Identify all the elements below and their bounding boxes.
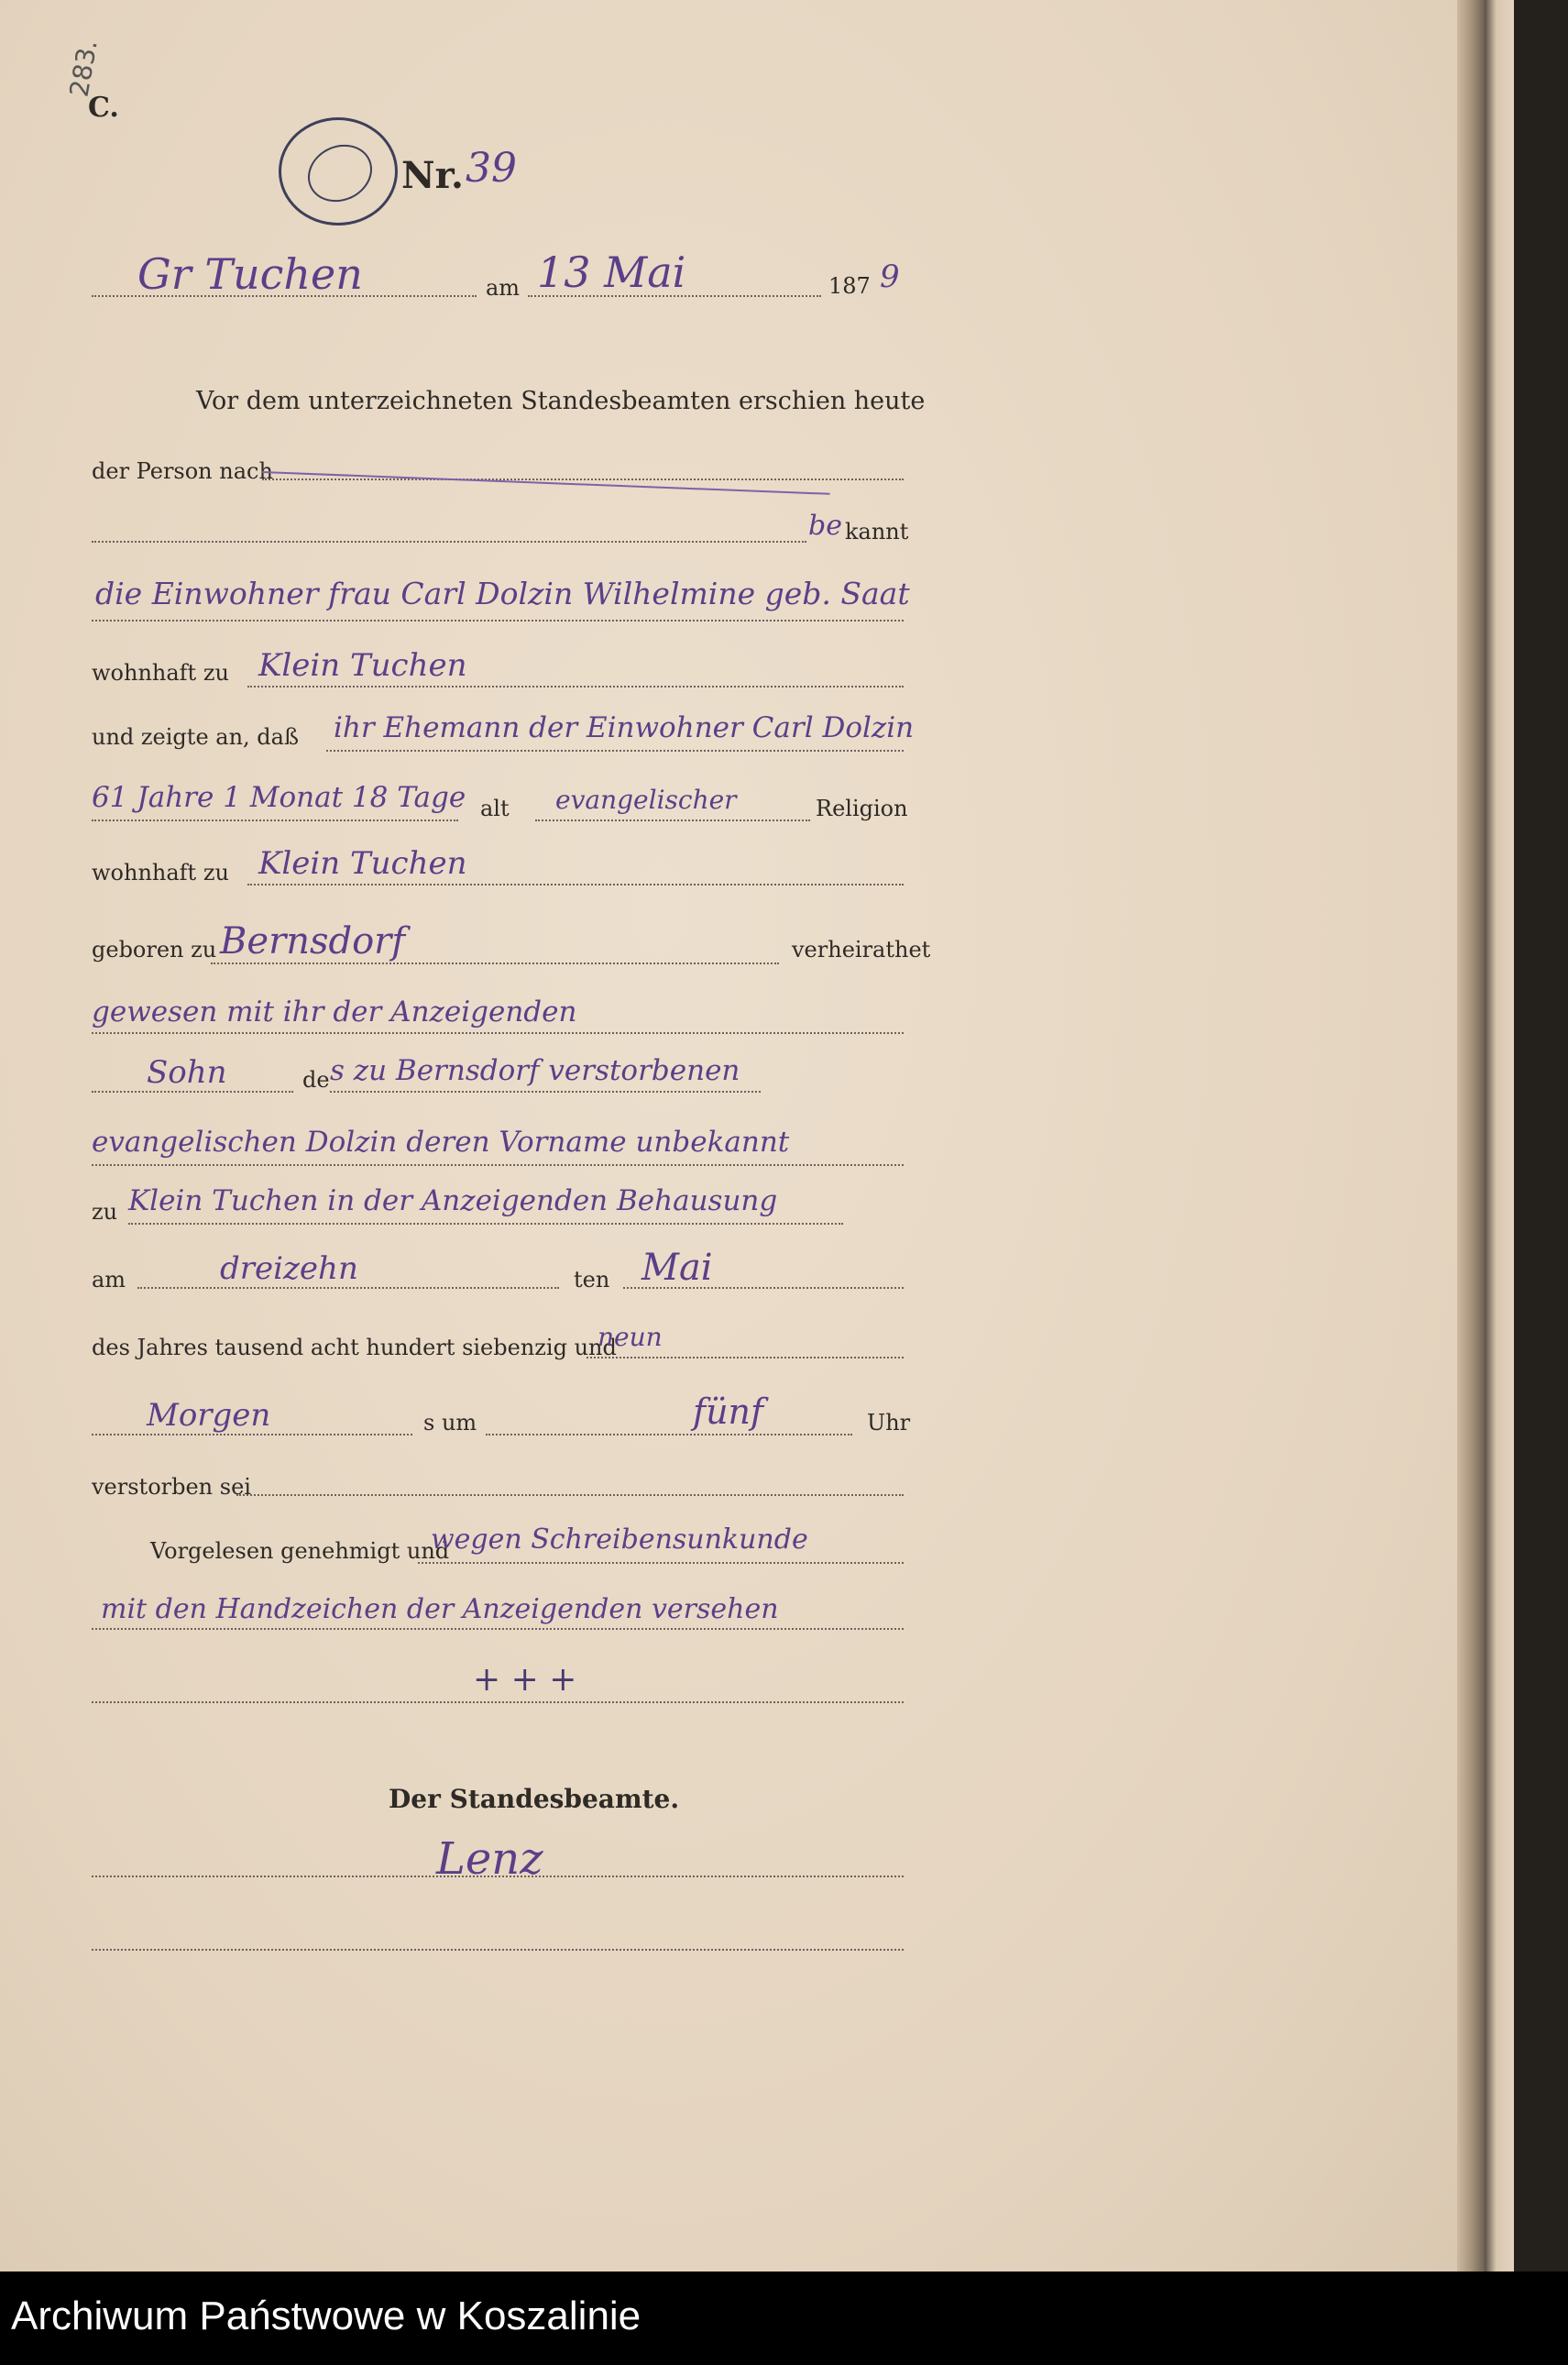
year-handwritten: 9 [880, 258, 900, 295]
death-year-word: neun [598, 1322, 663, 1352]
father-origin: s zu Bernsdorf verstorbenen [330, 1054, 740, 1087]
wohnhaft-label: wohnhaft zu [92, 660, 229, 686]
birthplace: Bernsdorf [220, 920, 406, 962]
uhr-label: Uhr [867, 1410, 911, 1436]
signoff-line-1: wegen Schreibensunkunde [431, 1524, 808, 1556]
s-um-label: s um [423, 1410, 477, 1436]
death-place: Klein Tuchen in der Anzeigenden Behausung [128, 1184, 778, 1217]
year-printed: 187 [828, 273, 871, 299]
declarant-residence: Klein Tuchen [258, 647, 467, 684]
am-label: am [486, 275, 521, 301]
death-hour: fünf [693, 1392, 764, 1432]
record-number-label: Nr. [401, 154, 464, 197]
form-letter: C. [88, 92, 119, 124]
verstorben-label: verstorben sei [92, 1474, 251, 1500]
death-day: dreizehn [220, 1250, 358, 1287]
zu-prefix: zu [92, 1199, 118, 1225]
archive-footer-text: Archiwum Państwowe w Koszalinie [11, 2294, 641, 2338]
religion-label: Religion [816, 796, 908, 821]
des-jahres-label: des Jahres tausend acht hundert siebenzig und [92, 1335, 617, 1360]
alt-label: alt [480, 796, 510, 821]
hand-marks: + + + [473, 1661, 577, 1699]
kannt-suffix: kannt [845, 519, 909, 544]
am-label-2: am [92, 1267, 126, 1292]
time-of-day: Morgen [147, 1397, 271, 1434]
death-month: Mai [641, 1247, 713, 1289]
standesbeamte-label: Der Standesbeamte. [389, 1784, 680, 1814]
facing-page-edge [1485, 0, 1514, 2272]
record-number-value: 39 [466, 145, 517, 192]
geboren-label: geboren zu [92, 937, 217, 962]
pencil-page-number: 283. [63, 37, 104, 100]
book-spine [1457, 0, 1485, 2272]
declarant-name: die Einwohner frau Carl Dolzin Wilhelmine geb. Saat [95, 576, 910, 611]
parents-line: evangelischen Dolzin deren Vorname unbekannt [92, 1126, 790, 1159]
official-signature: Lenz [436, 1833, 543, 1885]
registry-place: Gr Tuchen [137, 249, 363, 299]
zeigte-an-label: und zeigte an, daß [92, 724, 299, 750]
deceased-name: ihr Ehemann der Einwohner Carl Dolzin [334, 711, 915, 744]
wohnhaft-label-2: wohnhaft zu [92, 860, 229, 886]
registry-date: 13 Mai [537, 248, 686, 297]
ten-label: ten [574, 1267, 610, 1292]
deceased-age: 61 Jahre 1 Monat 18 Tage [92, 781, 466, 814]
sohn-word: Sohn [147, 1054, 227, 1091]
des-prefix: de [302, 1067, 330, 1093]
archive-stamp [279, 117, 398, 226]
person-nach-label: der Person nach [92, 458, 273, 484]
signoff-line-2: mit den Handzeichen der Anzeigenden versehen [101, 1593, 779, 1625]
intro-text: Vor dem unterzeichneten Standesbeamten erschien heute [196, 387, 926, 415]
deceased-religion: evangelischer [555, 785, 737, 815]
married-line: gewesen mit ihr der Anzeigenden [92, 996, 577, 1028]
vorgelesen-label: Vorgelesen genehmigt und [150, 1538, 450, 1564]
deceased-residence: Klein Tuchen [258, 845, 467, 882]
verheirathet-label: verheirathet [792, 937, 931, 962]
bekannt-prefix: be [808, 510, 842, 542]
